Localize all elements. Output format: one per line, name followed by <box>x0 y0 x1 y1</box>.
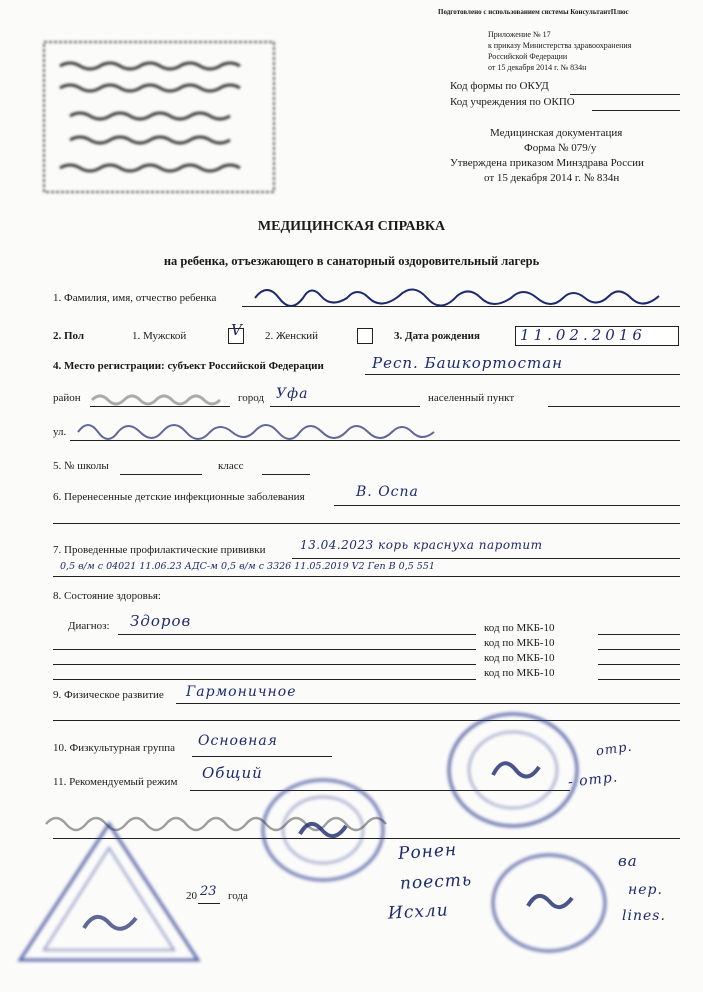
mkb-label-2: код по МКБ-10 <box>484 637 555 649</box>
mkb-label-1: код по МКБ-10 <box>484 622 555 634</box>
city-value: Уфа <box>276 386 309 402</box>
doc-line-1: Медицинская документация <box>490 127 623 139</box>
signature-tail-2: нер. <box>628 882 663 898</box>
diagnosis-line-3 <box>53 664 476 665</box>
field-10-value: Основная <box>198 733 278 749</box>
okud-line <box>570 94 680 95</box>
appendix-line-4: от 15 декабря 2014 г. № 834н <box>488 63 587 72</box>
field-7-label: 7. Проведенные профилактические прививки <box>53 544 266 556</box>
diagnosis-line <box>118 634 476 635</box>
page-subtitle: на ребенка, отъезжающего в санаторный оздоровительный лагерь <box>163 254 540 268</box>
triangle-stamp <box>14 818 204 968</box>
sex-male-mark: V <box>231 321 243 339</box>
street-label: ул. <box>53 426 67 438</box>
page-title: МЕДИЦИНСКАЯ СПРАВКА <box>257 219 446 234</box>
class-line <box>262 474 310 475</box>
okpo-label: Код учреждения по ОКПО <box>450 96 575 108</box>
field-1-label: 1. Фамилия, имя, отчество ребенка <box>53 292 217 304</box>
birth-date-value: 11.02.2016 <box>520 326 646 344</box>
field-9-line <box>176 703 680 704</box>
diagnosis-value: Здоров <box>130 612 192 630</box>
settlement-line <box>548 406 680 407</box>
field-11-value: Общий <box>202 764 263 782</box>
field-5-label: 5. № школы <box>53 460 109 472</box>
round-stamp-3 <box>484 848 614 958</box>
class-label: класс <box>218 460 244 472</box>
mkb-label-4: код по МКБ-10 <box>484 667 555 679</box>
round-stamp-1 <box>438 705 588 835</box>
field-7-value-1: 13.04.2023 корь краснуха паротит <box>300 538 543 552</box>
field-7-line-2 <box>53 576 680 577</box>
field-6-line-2 <box>53 523 680 524</box>
city-line <box>270 406 420 407</box>
sex-female-checkbox[interactable] <box>357 328 373 344</box>
signature-line-3: Исхли <box>387 900 450 924</box>
appendix-line-2: к приказу Министерства здравоохранения <box>488 41 632 50</box>
field-6-label: 6. Перенесенные детские инфекционные заболевания <box>53 491 305 503</box>
mkb-line-2 <box>598 649 680 650</box>
doc-line-4: от 15 декабря 2014 г. № 834н <box>484 172 620 184</box>
margin-note-2: - отр. <box>567 769 619 791</box>
year-prefix: 20 <box>186 890 197 902</box>
prepared-with-note: Подготовлено с использованием системы КонсультантПлюс <box>438 8 629 16</box>
diagnosis-line-2 <box>53 649 476 650</box>
field-4-label: 4. Место регистрации: субъект Российской Федерации <box>53 360 324 372</box>
year-label: года <box>228 890 248 902</box>
okud-label: Код формы по ОКУД <box>450 80 549 92</box>
field-9-value: Гармоничное <box>186 684 297 700</box>
field-10-label: 10. Физкультурная группа <box>53 742 175 754</box>
field-4-line <box>365 374 680 375</box>
signature-line-2: поесть <box>399 870 473 894</box>
okpo-line <box>592 110 680 111</box>
mkb-line-1 <box>598 634 680 635</box>
year-value: 23 <box>200 884 217 899</box>
field-6-value: В. Оспа <box>356 484 419 500</box>
field-2-label: 2. Пол <box>53 330 85 342</box>
field-8-label: 8. Состояние здоровья: <box>53 590 161 602</box>
settlement-label: населенный пункт <box>428 392 515 404</box>
doc-line-2: Форма № 079/у <box>524 142 597 154</box>
field-3-label: 3. Дата рождения <box>394 330 480 342</box>
region-value: Респ. Башкортостан <box>372 354 564 372</box>
signature-tail-1: ва <box>618 852 638 870</box>
diagnosis-label: Диагноз: <box>68 620 110 632</box>
field-7-line <box>292 558 680 559</box>
mkb-line-4 <box>598 679 680 680</box>
city-label: город <box>238 392 265 404</box>
mkb-line-3 <box>598 664 680 665</box>
child-name-redacted <box>250 280 680 310</box>
street-redacted <box>72 416 512 442</box>
margin-note-1: отр. <box>595 739 634 760</box>
sex-female-label: 2. Женский <box>265 330 319 342</box>
field-6-line <box>334 505 680 506</box>
appendix-line-1: Приложение № 17 <box>488 30 551 39</box>
district-redacted <box>88 390 228 408</box>
doc-line-3: Утверждена приказом Минздрава России <box>450 157 644 169</box>
district-label: район <box>53 392 81 404</box>
field-9-label: 9. Физическое развитие <box>53 689 164 701</box>
round-stamp-2 <box>248 772 398 892</box>
school-line <box>120 474 202 475</box>
signature-line-1: Ронен <box>397 839 458 865</box>
mkb-label-3: код по МКБ-10 <box>484 652 555 664</box>
institution-stamp-redacted <box>40 38 280 198</box>
sex-male-label: 1. Мужской <box>132 330 187 342</box>
signature-tail-3: lines. <box>622 908 666 924</box>
diagnosis-line-4 <box>53 679 476 680</box>
appendix-line-3: Российской Федерации <box>488 52 568 61</box>
field-11-label: 11. Рекомендуемый режим <box>53 776 178 788</box>
field-10-line <box>192 756 332 757</box>
field-7-value-2: 0,5 в/м с 04021 11.06.23 АДС-м 0,5 в/м с 3326 11.05.2019 V2 Геп В 0,5 551 <box>60 561 435 572</box>
